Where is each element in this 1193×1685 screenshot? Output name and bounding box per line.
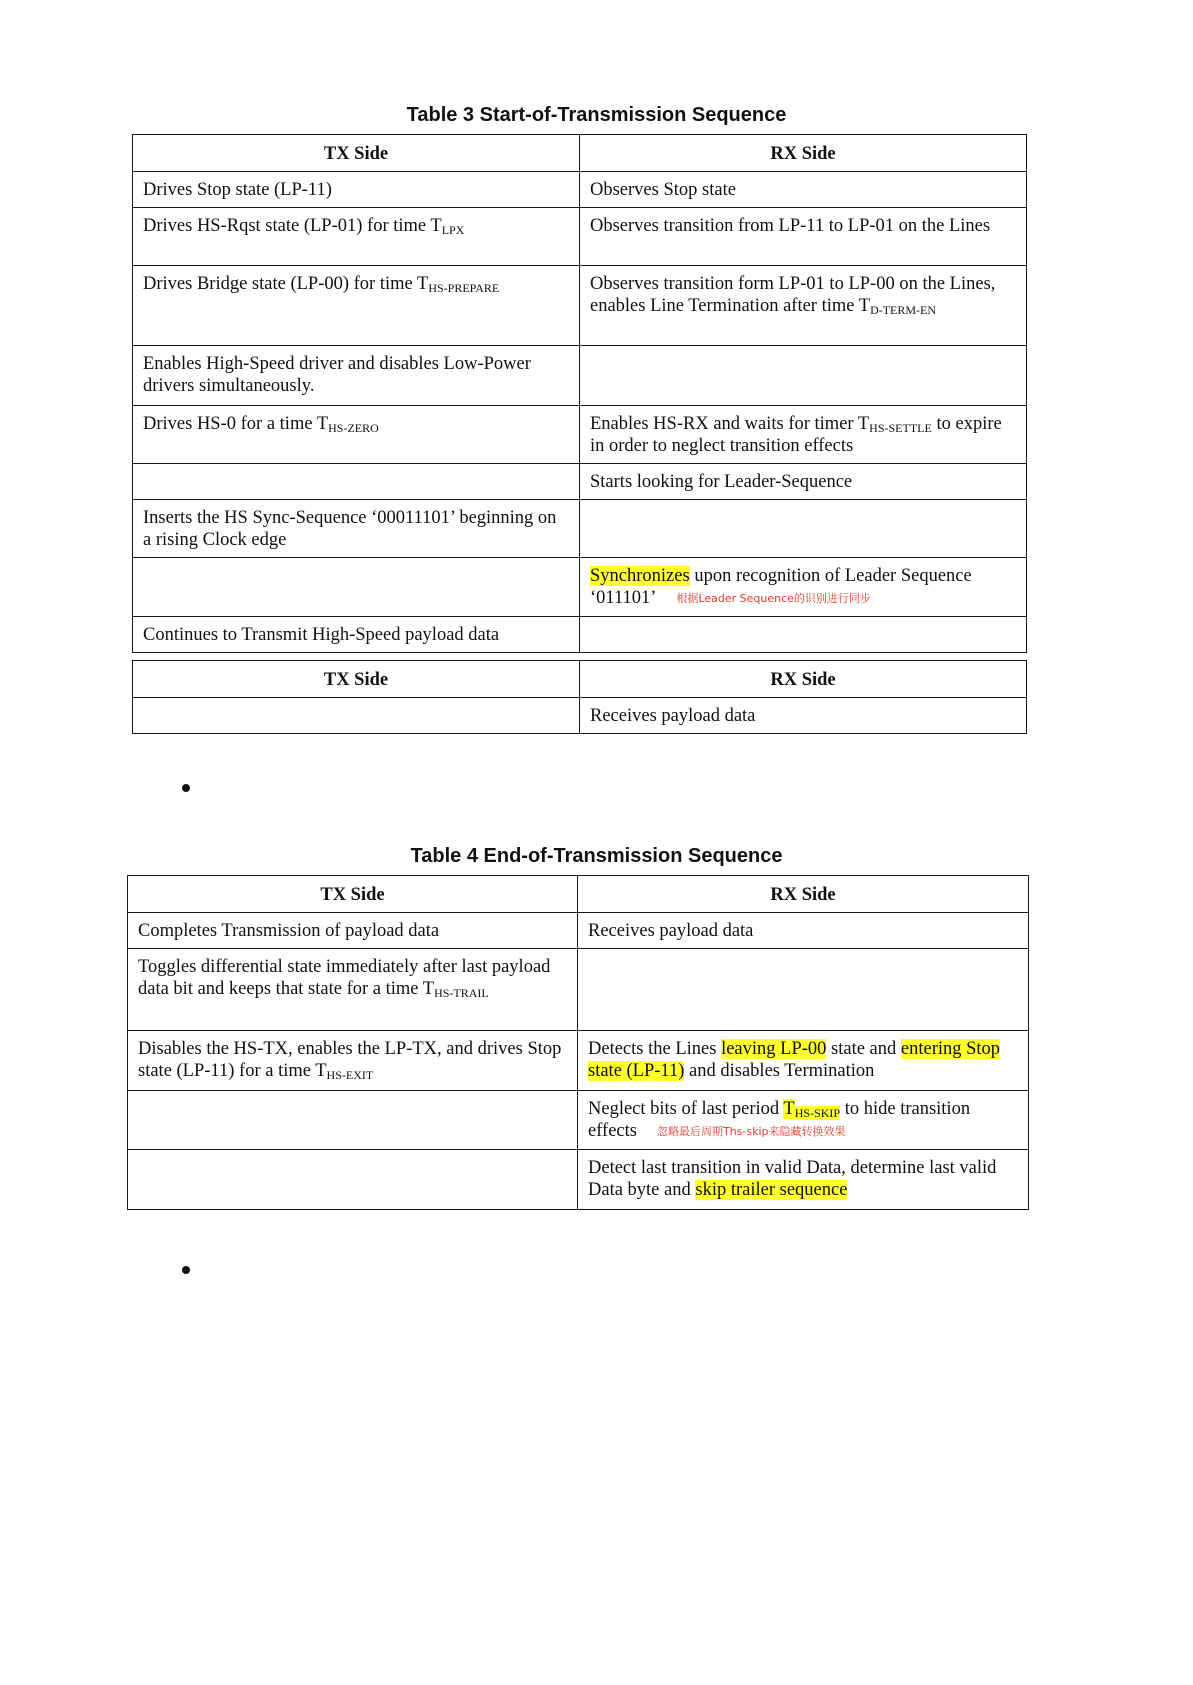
highlighted-text: skip trailer sequence [695, 1179, 848, 1200]
table3-continued-body [133, 698, 1027, 734]
rx-side-cell [578, 949, 1029, 1031]
tx-side-cell [128, 1031, 578, 1091]
tx-side-cell [133, 464, 580, 500]
highlighted-text: Synchronizes [590, 566, 690, 586]
cell-text: Receives payload data [588, 921, 754, 941]
table4-caption: Table 4 End-of-Transmission Sequence [410, 845, 783, 867]
table-row [133, 208, 1027, 266]
cell-text: upon recognition of Leader Sequence ‘011101’ [590, 566, 972, 608]
rx-side-cell [580, 616, 1027, 652]
rx-side-cell [580, 558, 1027, 617]
cell-text: Enables HS-RX and waits for timer T [590, 414, 870, 434]
tx-side-header: TX Side [128, 876, 578, 913]
tx-side-header: TX Side [133, 135, 580, 172]
cell-text: and disables Termination [684, 1061, 875, 1081]
cell-text: Inserts the HS Sync-Sequence ‘00011101’ beginning on a rising Clock edge [143, 508, 557, 550]
table-row [133, 464, 1027, 500]
table3-body [133, 172, 1027, 653]
cell-text: Toggles differential state immediately after last payload data bit and keeps that state for a time T [138, 957, 551, 999]
table-row [133, 406, 1027, 464]
tx-side-cell [128, 1091, 578, 1150]
table-row [133, 500, 1027, 558]
rx-side-cell [578, 1031, 1029, 1091]
cell-text: Receives payload data [590, 706, 756, 726]
table-row [133, 266, 1027, 346]
cell-text: Starts looking for Leader-Sequence [590, 472, 853, 492]
cell-text: Neglect bits of last period [588, 1099, 784, 1119]
subscript-text: HS-EXIT [326, 1068, 374, 1082]
table-header-row [133, 661, 1027, 698]
table-header-row [133, 135, 1027, 172]
rx-side-cell [580, 464, 1027, 500]
cell-text: Observes transition form LP-01 to LP-00 on the Lines, enables Line Termination after time T [590, 274, 996, 316]
table-row [133, 346, 1027, 406]
rx-side-cell [580, 406, 1027, 464]
cell-text: Detect last transition in valid Data, determine last valid Data byte and [588, 1157, 997, 1200]
rx-side-cell [580, 172, 1027, 208]
tx-side-cell [133, 266, 580, 346]
table3 [132, 134, 1027, 653]
handwritten-annotation: 忽略最后周期Ths-skip来隐藏转换效果 [656, 1124, 846, 1138]
tx-side-cell [128, 913, 578, 949]
tx-side-cell [128, 1149, 578, 1209]
subscript-text: D-TERM-EN [870, 303, 937, 317]
rx-side-cell [580, 346, 1027, 406]
cell-text: Completes Transmission of payload data [138, 921, 440, 941]
table-header-row [128, 876, 1029, 913]
rx-side-cell [578, 913, 1029, 949]
cell-text: Continues to Transmit High-Speed payload data [143, 624, 500, 645]
tx-side-cell [133, 406, 580, 464]
cell-text: Observes Stop state [590, 180, 736, 200]
table-row [133, 616, 1027, 652]
tx-side-header: TX Side [133, 661, 580, 698]
tx-side-cell [133, 558, 580, 617]
tx-side-cell [133, 172, 580, 208]
highlighted-text: T [783, 1099, 795, 1119]
subscript-text: HS-PREPARE [428, 281, 500, 295]
table4-body [128, 913, 1029, 1210]
table-row [128, 1149, 1029, 1209]
table3-continued [132, 660, 1027, 734]
cell-text: to hide transition effects [588, 1099, 971, 1141]
rx-side-header: RX Side [580, 135, 1027, 172]
tx-side-cell [128, 949, 578, 1031]
handwritten-annotation: 根据Leader Sequence的识别进行同步 [676, 591, 871, 605]
table3-caption: Table 3 Start-of-Transmission Sequence [406, 104, 787, 126]
table-row [128, 949, 1029, 1031]
highlighted-text: leaving LP-00 [721, 1039, 827, 1059]
tx-side-cell [133, 698, 580, 734]
table4 [127, 875, 1029, 1210]
tx-side-cell [133, 346, 580, 406]
cell-text: Drives Bridge state (LP-00) for time T [143, 274, 429, 294]
cell-text: Disables the HS-TX, enables the LP-TX, and drives Stop state (LP-11) for a time T [138, 1039, 562, 1081]
tx-side-cell [133, 500, 580, 558]
bullet-point [182, 784, 190, 792]
bullet-point [182, 1266, 190, 1274]
table-row [128, 913, 1029, 949]
rx-side-cell [580, 698, 1027, 734]
cell-text: Drives HS-Rqst state (LP-01) for time T [143, 216, 442, 236]
cell-text: Enables High-Speed driver and disables Low-Power drivers simultaneously. [143, 354, 531, 396]
table-row [133, 172, 1027, 208]
tx-side-cell [133, 616, 580, 652]
subscript-text: HS-ZERO [328, 421, 379, 435]
rx-side-cell [580, 266, 1027, 346]
cell-text: to expire in order to neglect transition effects [590, 414, 1002, 456]
highlighted-text: entering Stop state (LP-11) [588, 1039, 1001, 1081]
rx-side-cell [578, 1091, 1029, 1150]
cell-text: Drives Stop state (LP-11) [143, 180, 332, 200]
cell-text: Detects the Lines [588, 1039, 722, 1059]
table-row [128, 1031, 1029, 1091]
rx-side-cell [578, 1149, 1029, 1209]
cell-text: state and [826, 1039, 901, 1059]
subscript-text: HS-TRAIL [434, 986, 489, 1000]
rx-side-header: RX Side [580, 661, 1027, 698]
table-row [133, 558, 1027, 617]
rx-side-cell [580, 500, 1027, 558]
subscript-text: LPX [441, 223, 465, 237]
tx-side-cell [133, 208, 580, 266]
rx-side-header: RX Side [578, 876, 1029, 913]
table-row [128, 1091, 1029, 1150]
cell-text: Drives HS-0 for a time T [143, 414, 329, 434]
cell-text: Observes transition from LP-11 to LP-01 on the Lines [590, 216, 991, 236]
table-row [133, 698, 1027, 734]
subscript-text: HS-SETTLE [869, 421, 932, 435]
subscript-text: HS-SKIP [794, 1106, 841, 1120]
rx-side-cell [580, 208, 1027, 266]
